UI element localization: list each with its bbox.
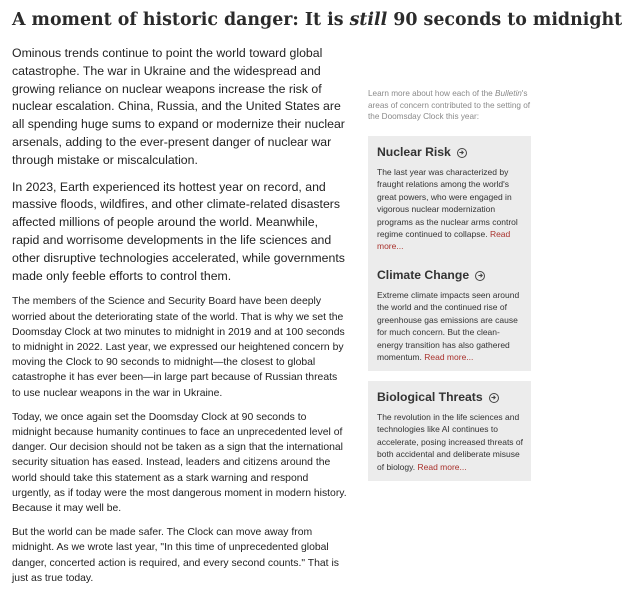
headline-emphasis: still xyxy=(349,10,388,30)
article-body xyxy=(12,45,348,595)
card-title-link[interactable] xyxy=(377,145,523,160)
card-text-block xyxy=(377,289,523,363)
card-nuclear-risk xyxy=(368,136,531,261)
read-more-link[interactable]: Read more... xyxy=(417,461,467,472)
card-text-block xyxy=(377,166,523,253)
lead-paragraph: Ominous trends continue to point the world toward global catastrophe. The war in Ukraine and the widespread and growing reliance on nuclear weapons increase the risk of nuclear escalation. China, Russia, and the United States are all spending huge sums to expand or modernize their nuclear arsenals, adding to the ever-present danger of nuclear war through mistake or miscalculation. xyxy=(12,46,345,167)
card-text: Extreme climate impacts seen around the world and the continued rise of greenhouse gas emissions are cause for much concern. But the clean-energy transition has also gathered momentum. xyxy=(377,290,520,363)
sidebar-intro xyxy=(368,88,531,123)
sidebar-intro-before: Learn more about how each of the xyxy=(368,89,495,98)
headline-part2: 90 seconds to midnight xyxy=(387,10,622,30)
headline-part1: A moment of historic danger: It is xyxy=(12,10,350,30)
body-paragraph: The members of the Science and Security Board have been deeply worried about the deteriorating state of the world. That is why we set the Doomsday Clock at two minutes to midnight in 2019 and at 100 seconds to midnight in 2022. Last year, we expressed our heightened concern by moving the Clock to 90 seconds to midnight—the closest to global catastrophe it has ever been—in large part because of Russian threats to use nuclear weapons in the war in Ukraine. xyxy=(12,296,345,399)
card-climate-change xyxy=(368,259,531,371)
sidebar-intro-after: 's areas of concern contributed to the setting of the Doomsday Clock this year: xyxy=(368,89,531,121)
arrow-right-circle-icon[interactable] xyxy=(457,148,467,158)
lead-paragraph: In 2023, Earth experienced its hottest year on record, and massive floods, wildfires, and other climate-related disasters affected millions of people around the world. Meanwhile, rapid and worrisome developments in the life sciences and other disruptive technologies accelerated, while governments made only feeble efforts to control them. xyxy=(12,179,345,283)
body-paragraph: But the world can be made safer. The Clock can move away from midnight. As we wrote last year, "In this time of unprecedented global danger, concerted action is required, and every second counts." That is just as true today. xyxy=(12,527,339,584)
card-text: The last year was characterized by fraught relations among the world's great powers, who were engaged in vigorous nuclear modernization programs as the nuclear arms control regime continued to collapse. xyxy=(377,167,518,240)
read-more-link[interactable]: Read more... xyxy=(424,352,474,363)
card-text: The revolution in the life sciences and technologies like AI continues to accelerate, posing increased threats of both accidental and deliberate misuse of biology. xyxy=(377,412,524,472)
card-title-link[interactable] xyxy=(377,268,523,283)
page-title xyxy=(12,9,622,31)
card-title[interactable]: Climate Change xyxy=(377,268,470,282)
sidebar xyxy=(368,88,531,472)
card-title[interactable]: Nuclear Risk xyxy=(377,145,451,159)
body-paragraph: Today, we once again set the Doomsday Clock at 90 seconds to midnight because humanity continues to face an unprecedented level of danger. Our decision should not be taken as a sign that the international security situation has eased. Instead, leaders and citizens around the world should take this statement as a stark warning and respond urgently, as if today were the most dangerous moment in modern history. Because it may well be. xyxy=(12,411,347,514)
card-biological-threats xyxy=(368,381,531,481)
card-text-block xyxy=(377,411,523,473)
arrow-right-circle-icon[interactable] xyxy=(489,393,499,403)
sidebar-intro-em: Bulletin xyxy=(495,89,522,98)
card-title-link[interactable] xyxy=(377,390,523,405)
card-title[interactable]: Biological Threats xyxy=(377,390,483,404)
read-more-link[interactable]: Read more... xyxy=(377,229,511,252)
arrow-right-circle-icon[interactable] xyxy=(475,271,485,281)
